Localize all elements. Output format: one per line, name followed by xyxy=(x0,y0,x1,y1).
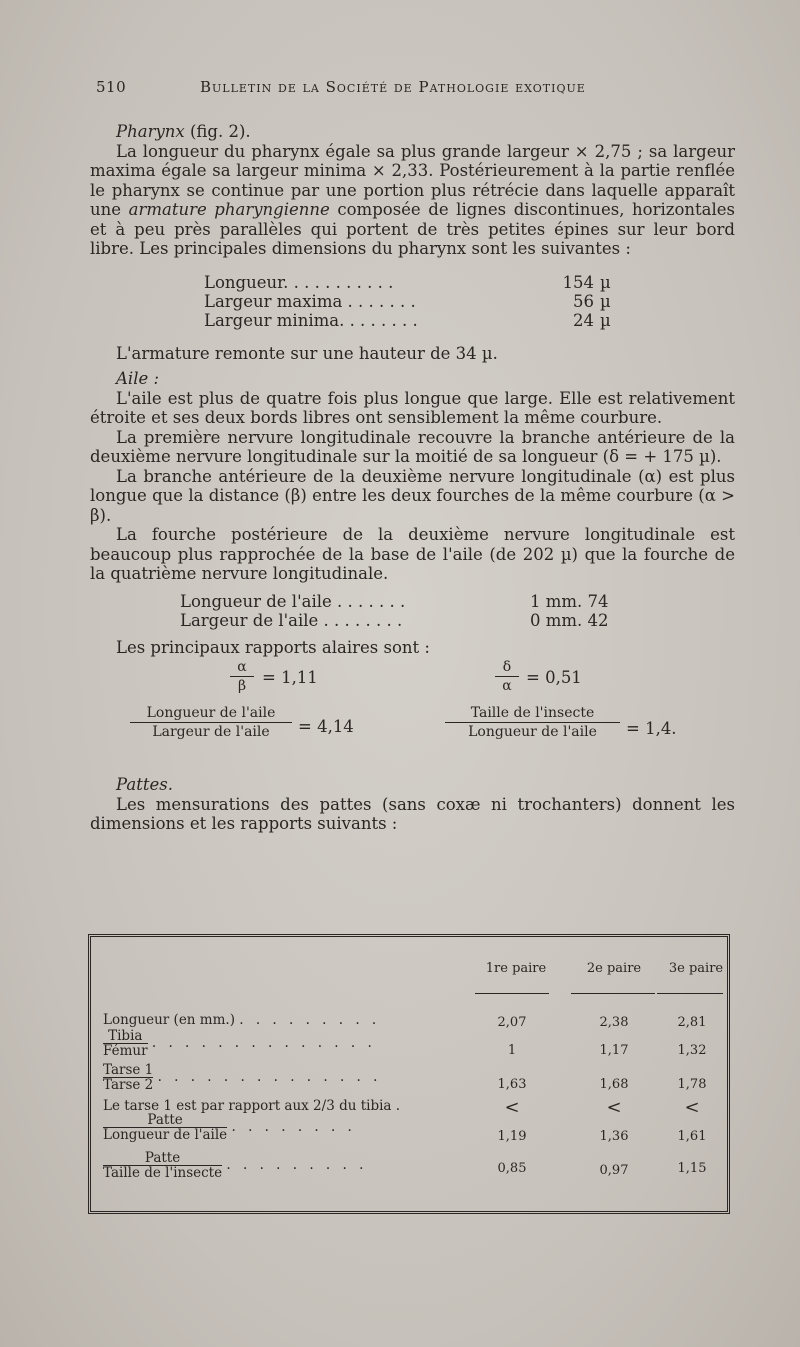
dimension-row: Longueur. . . . . . . . . . . 154 µ xyxy=(204,272,611,292)
header-rule xyxy=(475,993,549,994)
dimension-row: Largeur maxima . . . . . . . 56 µ xyxy=(204,291,611,311)
ratios-intro: Les principaux rapports alaires sont : xyxy=(116,637,430,657)
dimension-row: Largeur minima. . . . . . . . 24 µ xyxy=(204,310,611,330)
armature-note: L'armature remonte sur une hauteur de 34 µ. xyxy=(116,343,498,363)
row-label-tarse1-tarse2: $\frac{\text{Tarse 1}}{\text{Tarse 2}}$ . . . . . . . . . . . . . . xyxy=(103,1062,382,1093)
table-cell: 2,38 xyxy=(599,1015,629,1030)
table-cell: 1,61 xyxy=(677,1129,707,1144)
aile-paragraph-3: La branche antérieure de la deuxième nervure longitudinale (α) est plus longue que la distance (β) entre les deux fourches de la même courbure (α > β). xyxy=(90,466,735,525)
ratio-wing-length-width: Longueur de l'aile Largeur de l'aile xyxy=(130,705,292,740)
table-cell: 1,63 xyxy=(497,1077,527,1092)
legs-table xyxy=(88,934,730,1214)
table-cell: < xyxy=(684,1097,700,1118)
row-label-patte-aile: $\frac{\text{Patte}}{\text{Longueur de l'aile}}$ . . . . . . . . xyxy=(103,1112,356,1143)
wing-ratios xyxy=(90,659,735,779)
table-cell: 1,36 xyxy=(599,1129,629,1144)
header-rule xyxy=(657,993,723,994)
column-header: 3e paire xyxy=(668,961,724,976)
column-header: 1re paire xyxy=(485,961,547,976)
aile-paragraph-1: L'aile est plus de quatre fois plus longue que large. Elle est relativement étroite et ses deux bords libres ont sensiblement la même courbure. xyxy=(90,388,735,427)
pattes-paragraph: Les mensurations des pattes (sans coxæ ni trochanters) donnent les dimensions et les rapports suivants : xyxy=(90,794,735,833)
ratio-insect-wing: Taille de l'insecte Longueur de l'aile xyxy=(445,705,620,740)
table-cell: 0,85 xyxy=(497,1161,527,1176)
ratio-wing-length-width-value: = 4,14 xyxy=(298,717,354,736)
aile-paragraph-4: La fourche postérieure de la deuxième nervure longitudinale est beaucoup plus rapprochée de la base de l'aile (de 202 µ) que la fourche de la quatrième nervure longitudinale. xyxy=(90,525,735,583)
table-cell: 0,97 xyxy=(599,1163,629,1178)
ratio-alpha-beta-value: = 1,11 xyxy=(262,668,318,687)
row-label-tarse-tibia: Le tarse 1 est par rapport aux 2/3 du tibia . xyxy=(103,1098,401,1114)
ratio-alpha-beta: α β xyxy=(230,659,254,694)
ratio-insect-wing-value: = 1,4. xyxy=(626,719,677,738)
column-header: 2e paire xyxy=(586,961,642,976)
pharynx-heading: Pharynx (fig. 2). xyxy=(116,122,251,141)
table-cell: 1,32 xyxy=(677,1043,707,1058)
ratio-delta-alpha: δ α xyxy=(495,659,519,694)
table-cell: 1 xyxy=(507,1043,517,1058)
table-cell: 1,15 xyxy=(677,1161,707,1176)
pharynx-paragraph: La longueur du pharynx égale sa plus grande largeur × 2,75 ; sa largeur maxima égale sa largeur minima × 2,33. Postérieurement à la partie renflée le pharynx se continue par une portion plus rétrécie dans laquelle apparaît une armature pharyngienne composée de lignes discontinues, horizontales et à peu près parallèles qui portent de très petites épines sur leur bord libre. Les principales dimensions du pharynx sont les suivantes : xyxy=(90,141,735,258)
table-cell: 1,78 xyxy=(677,1077,707,1092)
pharynx-dimensions xyxy=(204,273,630,330)
dimension-row: Longueur de l'aile . . . . . . . 1 mm. 74 xyxy=(180,591,609,611)
table-cell: 2,07 xyxy=(497,1015,527,1030)
table-cell: 1,17 xyxy=(599,1043,629,1058)
header-rule xyxy=(571,993,655,994)
ratio-delta-alpha-value: = 0,51 xyxy=(526,668,582,687)
table-cell: 1,68 xyxy=(599,1077,629,1092)
journal-title: Bulletin de la Société de Pathologie exotique xyxy=(200,78,586,96)
table-cell: < xyxy=(606,1097,622,1118)
row-label-length: Longueur (en mm.) . . . . . . . . . xyxy=(103,1012,381,1028)
table-cell: 1,19 xyxy=(497,1129,527,1144)
page-number: 510 xyxy=(96,78,127,96)
wing-dimensions xyxy=(180,592,609,630)
aile-paragraph-2: La première nervure longitudinale recouvre la branche antérieure de la deuxième nervure longitudinale sur la moitié de sa longueur (δ = + 175 µ). xyxy=(90,427,735,466)
table-cell: < xyxy=(504,1097,520,1118)
article-body xyxy=(90,122,735,834)
dimension-row: Largeur de l'aile . . . . . . . . 0 mm. 42 xyxy=(180,610,609,630)
table-cell: 2,81 xyxy=(677,1015,707,1030)
row-label-tibia-femur: $\frac{\text{Tibia}}{\text{Fémur}}$ . . . . . . . . . . . . . . xyxy=(103,1028,376,1059)
pattes-heading: Pattes. xyxy=(116,775,173,794)
row-label-patte-insecte: $\frac{\text{Patte}}{\text{Taille de l'insecte}}$ . . . . . . . . . xyxy=(103,1150,368,1181)
aile-heading: Aile : xyxy=(116,369,160,388)
